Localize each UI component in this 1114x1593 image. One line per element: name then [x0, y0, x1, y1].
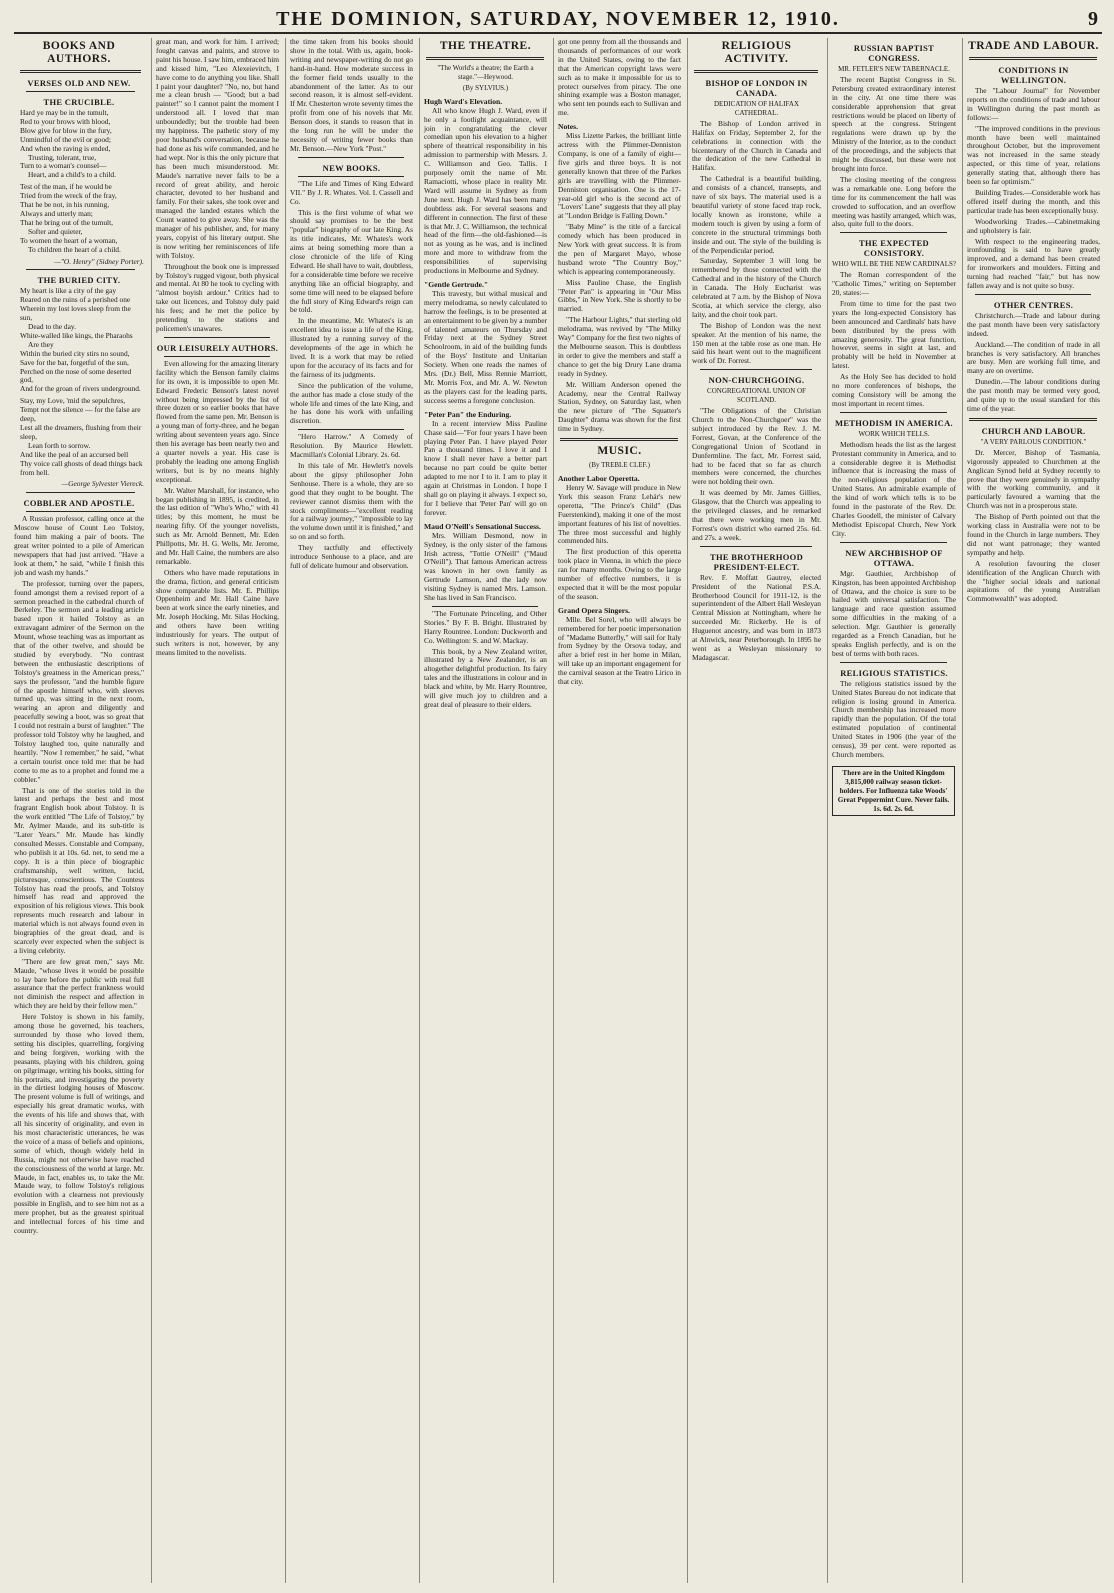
poem-line: Wherein my lost loves sleep from the sun, [20, 304, 131, 323]
paragraph: Building Trades.—Considerable work has offered itself during the month, and this particular trade has been exceptionally busy. [967, 187, 1100, 215]
paragraph: The first production of this operetta took place in Vienna, in which the piece ran for many months. Owing to the large number of effective numbers, it is expected that it will be the most popular of the season. [558, 547, 681, 601]
article-subtitle: DEDICATION OF HALIFAX CATHEDRAL. [713, 100, 800, 117]
poem-line: Always and utterly man; [20, 208, 93, 218]
poem-line: Save for the bat, forgetful of the sun, [20, 357, 129, 367]
paragraph: They tactfully and effectively introduce Senhouse to a place, and are full of delicate humour and observation. [290, 543, 413, 570]
divider [426, 57, 544, 60]
paragraph: The Bishop of Perth pointed out that the working class in Australia were not to be found in the Church in large numbers. They did not want patronage; they wanted sympathy and help. [967, 512, 1100, 557]
paragraph: Woodworking Trades.—Cabinetmaking and upholstery is fair. [967, 216, 1100, 235]
paragraph: The Cathedral is a beautiful building, and consists of a chancel, transepts, and nave of six bays. The material used is a beautiful variety of stone faced trap rock, locally known as ironstone, while a modern touch is given by using a form of concrete in the structural trimmings both inside and out. The style of the building is of the Perpendicular period. [692, 174, 821, 255]
paragraph: The Bishop of London arrived in Halifax on Friday, September 2, for the celebrations in connection with the bicentenary of the Church in Canada and the dedication of the new Cathedral in Halifax. [692, 118, 821, 173]
paragraph: Mr. Walter Marshall, for instance, who began publishing in 1895, is credited, in the last edition of "Who's Who," with 41 titles; by this moment, he must be nearing fifty. Of the younger novelists, such as Mr. Arnold Bennett, Mr. Eden Phillpotts, Mr. H. G. Wells, Mr. Jerome, and Mr. Hall Caine, the numbers are also remarkable. [156, 485, 279, 566]
paragraph: The Roman correspondent of the "Catholic Times," writing on September 20, states:— [832, 270, 956, 298]
paragraph: Saturday, September 3 will long be remembered by those connected with the Cathedral and in the history of the Church in Canada. The Holy Eucharist was celebrated at 7 a.m. by the Bishop of Nova Scotia, at which service the clergy, also laity, and the choir took part. [692, 256, 821, 319]
paragraph: This is the first volume of what we should say promises to be the best "popular" biography of our late King. As its title indicates, Mr. Whates's work aims at being something more than a close chronicle of the life of King Edward. He shall have to wait, doubtless, for a considerable time before we receive anything like an official biography, and some time will need to be elapsed before the full story of King Edward's reign can be told. [290, 207, 413, 315]
paragraph: The Bishop of London was the next speaker. At the mention of his name, the 150 men at the table rose as one man. He said his heart went out to the magnificent work of Dr. Forrest. [692, 320, 821, 366]
poem-line: To children the heart of a child. [28, 244, 121, 254]
paragraph: Mgr. Gauthier, Archbishop of Kingston, has been appointed Archbishop of Ottawa, and the choice is sure to be hailed with universal satisfaction. The language and race question assumed some difficulties in the making of a selection. Mgr. Gauthier is generally regarded as a French Canadian, but he speaks English perfectly, and is on the best of terms with both races. [832, 568, 956, 658]
poem-attribution: —George Sylvester Viereck. [61, 479, 144, 489]
poem-line: Perched on the nose of some deserted god, [20, 366, 132, 385]
paragraph: "The Harbour Lights," that sterling old melodrama, was revived by "The Milky Way" Company for the first two nights of the Melbourne season. This is doubtless in order to give the members and staff a chance to get the big Drury Lane drama ready in Sydney. [558, 315, 681, 378]
divider [26, 91, 135, 92]
stanza [14, 183, 144, 254]
article-subtitle: WHO WILL BE THE NEW CARDINALS? [832, 260, 956, 269]
paragraph: The "Labour Journal" for November reports on the conditions of trade and labour in Wellington during the past month as follows:— [967, 86, 1100, 122]
column-4 [419, 38, 550, 1583]
divider [700, 369, 812, 370]
paragraph: That is one of the stories told in the latest and perhaps the best and most fragrant English book about Tolstoy. It is the work entitled "The Life of Tolstoy," by Mr. Aylmer Maude, and its sub-title is "Later Years." Mr. Maude has kindly consulted Messrs. Constable and Company, who publish it at 10s. 6d. net, to send me a copy. It is a thin piece of biographic craftsmanship, well written, lucid, picturesque, conscientious. The Countess Tolstoy has read the proofs, and Tolstoy himself has read and approved the exposition of his religious views. This book represents much research and labour in material which is not always found even in biographies of the great dead, and is scarcely ever expected when the subject is a living celebrity. [14, 785, 144, 955]
divider [432, 606, 538, 607]
poem-line: Test of the man, if he would be [20, 182, 112, 192]
section-heading-religious: RELIGIOUS ACTIVITY. [721, 40, 792, 65]
poem-line: Tried from the wreck of the fray, [20, 191, 117, 201]
column-3 [285, 38, 416, 1583]
divider [840, 662, 947, 663]
article-title-new-books: NEW BOOKS. [322, 162, 381, 173]
poem-line: Within the buried city stirs no sound, [20, 348, 130, 358]
divider [840, 542, 947, 543]
paragraph: The recent Baptist Congress in St. Petersburg created extraordinary interest in the city. At one time there was considerable apprehension that great restrictions would be placed on liberty of speech at the congress. Stringent regulations were drawn up by the Ministry of the Interior, as to the conduct of the proceedings, and the subjects that might be discussed, but these were not brought into force. [832, 74, 956, 173]
article-subtitle: "A VERY PARLOUS CONDITION." [980, 437, 1087, 446]
article-title-statistics: RELIGIOUS STATISTICS. [840, 667, 948, 678]
paragraph: Dunedin.—The labour conditions during the past month may be termed very good, and quite up to the usual standard for this time of the year. [967, 377, 1100, 413]
item-heading: Another Labor Operetta. [558, 473, 640, 483]
paragraph: Auckland.—The condition of trade in all branches is very satisfactory. All branches are busy. Men are working full time, and many are on overtime. [967, 339, 1100, 376]
article-subtitle: MR. FETLER'S NEW TABERNACLE. [838, 65, 950, 73]
article-title-methodism: METHODISM IN AMERICA. [835, 417, 953, 428]
book-intro: "The Fortunate Princeling, and Other Stories." By F. B. Bright. Illustrated by Harry Rountree. London: Duckworth and Co. Wellington: S. and W. Mackay. [424, 608, 547, 645]
stanza [14, 109, 144, 180]
section-heading-books: BOOKS AND AUTHORS. [42, 40, 116, 65]
section-heading-theatre: THE THEATRE. [439, 40, 532, 52]
poem-line: And when the raving is ended, [20, 143, 111, 153]
column-6 [687, 38, 824, 1583]
book-intro: "The Life and Times of King Edward VII." By J. R. Whates. Vol. I. Cassell and Co. [290, 178, 413, 206]
masthead-title: THE DOMINION, SATURDAY, NOVEMBER 12, 1910. [276, 8, 840, 30]
article-title-non-church: NON-CHURCHGOING. [708, 375, 805, 386]
item-heading: Maud O'Neill's Sensational Success. [424, 521, 541, 531]
item-heading: "Gentle Gertrude." [424, 279, 489, 289]
article-title-halifax: BISHOP OF LONDON IN CANADA. [705, 78, 808, 98]
poem-line: My heart is like a city of the gay [20, 286, 117, 296]
article-title-ottawa: NEW ARCHBISHOP OF OTTAWA. [845, 547, 943, 568]
divider [298, 429, 404, 430]
paragraph: A Russian professor, calling once at the Moscow house of Count Leo Tolstoy, found him making a pair of boots. The great writer pointed to a pile of American newspapers that had just arrived. "Have a look at them," he said, "while I finish this job and wash my hands." [14, 514, 144, 577]
divider [26, 269, 135, 270]
article-title-wellington: CONDITIONS IN WELLINGTON. [998, 65, 1069, 85]
article-subtitle: WORK WHICH TELLS. [858, 429, 930, 438]
paragraph: This book, by a New Zealand writer, illustrated by a New Zealander, is an altogether delightful production. Its fairy tales and the illustrations in colour and in black and white, by Mr. Harry Rountree, will give much joy to children and a great deal of pleasure to their elders. [424, 646, 547, 709]
paragraph: Methodism heads the list as the largest Protestant community in America, and to a considerable degree it is Methodist influence that is increasing the mass of the non-religious population of the United States. An admirable example of the kind of work which tells is to be found in the pastorate of the Rev. Dr. Charles Goodell, the minister of Calvary Methodist Episcopal Church, New York City. [832, 439, 956, 538]
article-subtitle: CONGREGATIONAL UNION OF SCOTLAND. [707, 387, 806, 405]
paragraph: "The Obligations of the Christian Church to the Non-Churchgoer" was the subject introduced by the Rev. J. M. Forrest, Govan, at the Conference of the Congregational Union of Scotland in Dunfermline. The fact, Mr. Forrest said, had to be faced that so far as church members were concerned, the churches were not holding their own. [692, 406, 821, 487]
poem-line: Turn to a woman's counsel— [20, 161, 107, 171]
poem-line: And like the peal of an accursed bell [20, 449, 129, 459]
article-title-cobbler: COBBLER AND APOSTLE. [23, 498, 135, 509]
poem-title-buried-city: THE BURIED CITY. [37, 275, 121, 286]
article-title-church-labour: CHURCH AND LABOUR. [981, 425, 1086, 436]
paragraph: the time taken from his books should show in the total. With us, again, book-writing and newspaper-writing do not go hand-in-hand. How moderate success in the former field tends usually to the abandonment of the latter. As to our second reason, it is almost self-evident. If Mr. Chesterton wrote seventy times the profit from one of his novels that Mr. Benson does, it stands to reason that in the long run he will be under the necessity of writing fewer books than Mr. Benson.—New York "Post." [290, 38, 413, 153]
paragraph: With respect to the engineering trades, ironfounding is said to have greatly improved, and a demand has been created for ironworkers and moulders. Fitting and turning had reached "fair," but has now fallen away and is not quite so busy. [967, 236, 1100, 291]
stanza [14, 287, 144, 394]
poem-line: Heart, and a child's to a child. [28, 170, 116, 180]
poem-line: And for the groan of rivers underground. [20, 384, 141, 394]
divider [298, 157, 404, 158]
paragraph: The religious statistics issued by the United States Bureau do not indicate that religion is losing ground in America. Church membership has increased more rapidly than the population. Of the total estimated population of continental United States in 1906 (the year of the census), 39 per cent. were reported as Church members. [832, 678, 956, 759]
divider [840, 412, 947, 413]
paragraph: Henry W. Savage will produce in New York this season Franz Lehár's new operetta, "The Prince's Child" (Das Fuerstenkind), making it one of the most important features of his list of novelties. The three most successful and highly commended hits. [558, 482, 681, 546]
divider [26, 511, 135, 512]
paragraph: From time to time for the past two years the long-expected Consistory has been announced and Cardinals' hats have been distributed by the press with amazing generosity. The great function, however, seems in sight at last, and probably will be held in November at latest. [832, 298, 956, 371]
column-8 [962, 38, 1103, 1583]
advertisement: There are in the United Kingdom 3,815,000 railway season ticket-holders. For Influenza take Woods' Great Peppermint Cure. Never fails. 1s. 6d. 2s. 6d. [832, 766, 955, 817]
byline: (By SYLVIUS.) [462, 83, 509, 92]
paragraph: In this tale of Mr. Hewlett's novels about the gipsy philosopher John Senhouse. There is a whole, they are so good that they ought to be bought. The reviewer cannot dismiss them with the stock compliments—"excellent reading for a railway journey," "impossible to lay the volume down until it is finished," and so on and so forth. [290, 460, 413, 542]
paragraph: Mr. William Anderson opened the Academy, near the Central Railway Station, Sydney, on Saturday last, when the new picture of "The Squatter's Daughter" drama was shown for the first time in Sydney. [558, 379, 681, 434]
section-heading-music: MUSIC. [597, 445, 642, 458]
poem-line: Stay, my Love, 'mid the sepulchres, [20, 396, 126, 406]
poem-line: Reared on the ruins of a perished one [20, 295, 131, 305]
paragraph: A resolution favouring the closer identification of the Anglican Church with the "higher social ideals and national aspirations of the young Australian Commonwealth" was adopted. [967, 558, 1100, 604]
divider [840, 232, 947, 233]
poem-attribution: —"O. Henry" (Sidney Porter). [54, 256, 144, 266]
divider [969, 418, 1097, 421]
paragraph: Here Tolstoy is shown in his family, among those he governed, his teachers, surrounded by those who loved them, setting his disciples, quarrelling, forgiving and being forgiven, working with the peasants, playing with his children, going on pilgrimage, writing his books, sitting for his portraits, and investigating the poverty in the dirtiest lodging houses of Moscow. The present volume is full of writings, and especially his great dramatic works, with the events of his life and shows that, with all his sincerity of originality, and even in his most characteristic utterances, he was the voice of a mass of beliefs and opinions, some of which, though widely held in Russia, might not otherwise have reached the consciousness of the world at large. Mr. Maude, in fact, enables us, to take the Mr. Maude way, to follow Tolstoy's religious evolution with a clearness not previously possible in English, and to see him not as a mere prophet, but as the greatest spiritual and intellectual forces of his time and country. [14, 1012, 144, 1235]
masthead [14, 6, 1102, 34]
column-2 [151, 38, 282, 1583]
book-intro: "Hero Harrow." A Comedy of Resolution. By Maurice Hewlett. Macmillan's Colonial Library. 2s. 6d. [290, 432, 413, 460]
poem-line: Hard ye may be in the tumult, [20, 108, 109, 117]
item-heading: "Peter Pan" the Enduring. [424, 409, 512, 419]
divider [694, 70, 818, 73]
paragraph: All who know Hugh J. Ward, even if he only a footlight acquaintance, will join in congratulating the clever comedian upon his elevation to a higher sphere of theatrical responsibility in his admission to partnership with Messrs. J. C. Williamson and Geo. Tallis. I purposely omit the name of Mr. Ramaciotti, whose place in reality Mr. Ward will assume in Sydney as from June next. Hugh J. Ward has been many doubtless ask. For several seasons and different in connection. The first of these is that Mr. J. C. Williamson, the technical head of the firm—the old-fashioned—is not as young as he was, and is inclined more and more to withdraw from the responsibilities of supervising productions in Melbourne and Sydney. [424, 105, 547, 276]
divider [20, 70, 141, 73]
paragraph: In the meantime, Mr. Whates's is an excellent idea to issue a life of the King, illustrated by a running survey of the developments of the age in which he lived. It is a work that may be relied upon for the accuracy of its facts and for the fairness of its judgments. [290, 316, 413, 379]
poem-line: That he be not, in his running, [20, 200, 110, 210]
paragraph: It was deemed by Mr. James Gillies, Glasgow, that the Church was appealing to the privileged classes, and he remarked that there were working men in Mr. Forrest's own district who earned 25s. 6d. and 27s. a week. [692, 488, 821, 542]
poem-line: Lest all the dreamers, flushing from their sleep, [20, 423, 142, 441]
paragraph: got one penny from all the thousands and thousands of performances of our work in the United States, owing to the fact that the American copyright laws were such as to make it impossible for us to protect ourselves from piracy. The one shining example was a Boston manager, who sent ten pounds each to Sullivan and me. [558, 38, 681, 118]
paragraph: Mlle. Bel Sorel, who will always be remembered for her poetic impersonation of "Madame Butterfly," will sail for Italy from Sydney by the Orsova today, and after a brief rest in her home in Milan, will take up an important engagement for the carnival season at the Teatro Lirico in that city. [558, 614, 681, 687]
poem-crucible [14, 109, 147, 266]
column-5 [553, 38, 684, 1583]
paragraph: Others who have made reputations in the drama, fiction, and general criticism show comparable lists. Mr. E. Phillips Oppenheim and Mr. Hall Caine have been at work since the early nineties, and Mr. Joseph Hocking, Mr. Silas Hocking, and others have been writing industriously for years. The output of such writers is not, however, by any means limited to the novelists. [156, 567, 279, 657]
poem-line: To women the heart of a woman, [20, 235, 118, 245]
paragraph: great man, and work for him. I arrived; fought canvas and paints, and strove to paint his house. I saw him, embraced him and kissed him, "Leo Alexeievitch, I have come to do anything you like. Shall I paint your daughter? "No, no, but hand me a clean brush — "Good; but a bad painter!" so I cannot paint the moment I understood all. I loved that man unboundedly; but the trouble had been my happiness. The pathetic story of my poor husband's conversation, because he had done as his wife commanded, and he had wept. Nor is this the only picture that has been much misunderstood. Mr. Maude's narrative never fails to be a record of great ability, and heroic character, devoted to her husband and family. For their sakes, she took over and managed the landed estates which the Count wanted to give away. She was the manager of his publisher, and, for many years, copyist of his literary output. She is now writing her reminiscences of life with Tolstoy. [156, 38, 279, 260]
paragraph: Rev. F. Moffatt Gautrey, elected President of the National P.S.A. Brotherhood Council for 1911-12, is the superintendent of the Albert Hall Wesleyan Central Mission at Nottingham, where he succeeded Mr. Rickerby. He is of Huguenot ancestry, and was born in 1873 at Alnwick, near Peterborough. In 1895 he went as a Wesleyan missionary to Madagascar. [692, 572, 821, 662]
page-number: 9 [1088, 8, 1098, 30]
paragraph: Since the publication of the volume, the author has made a close study of the whole life and times of the late King, and he has done his work with unfailing discretion. [290, 380, 413, 426]
poem-line: Are they [28, 339, 54, 349]
paragraph: Mrs. William Desmond, now in Sydney, is the only sister of the famous Irish actress, "Tottie O'Neill" ("Maud O'Neill"). That famous American actress was known in her own family as Gertrude Lamson, and the lady now visiting Sydney is named Mrs. Lamson. She has lived in San Francisco. [424, 530, 547, 603]
paragraph: The professor, turning over the papers, found amongst them a revised report of a sermon preached in the cathedral church of Berkeley. The sermon and a leading article based upon it hailed Tolstoy as an extravagant admirer of the Sermon on the Mount, whose teaching was as important as that of the other twelve, and should be studied by everybody. "No contrast between the enthusiastic descriptions of Tolstoy's greatness in the American press," says the professor, "and the humble figure of the apostle himself who, with sleeves turned up, was sitting in the next room, wearing an apron and diligently and peacefully sewing a boot, was so great that I could not restrain a burst of laughter." The professor told Tolstoy why he laughed, and Tolstoy laughed too, quite naturally and heartily. "Now I remember," he said, "what a certain tourist once told me: that he had come to me as to a prophet and found me a cobbler." [14, 578, 144, 784]
divider [26, 492, 135, 493]
poem-line: Tempt not the silence — for the false are deep, [20, 405, 141, 424]
article-title-baptist: RUSSIAN BAPTIST CONGRESS. [853, 43, 935, 63]
poem-line: Trusting, tolerant, true, [28, 152, 97, 162]
byline: (By TREBLE CLEF.) [589, 461, 650, 470]
poem-line: Unmindful of the evil or good; [20, 134, 111, 144]
paragraph: As the Holy See has decided to hold no more conferences of bishops, the coming Consistory will be among the most important in recent times. [832, 372, 956, 408]
item-heading: Grand Opera Singers. [558, 605, 630, 615]
paragraph: "Baby Mine" is the title of a farcical comedy which has been produced in New York with great success. It is from the pen of Margaret Mayo, whose husband wrote "The Country Boy," which is appearing contemporaneously. [558, 222, 681, 276]
stanza [14, 397, 144, 477]
divider [164, 337, 270, 338]
item-heading: Notes. [558, 122, 579, 132]
paragraph: Even allowing for the amazing literary facility which the Benson family claims for its own, it is impossible to open Mr. Edward Frederic Benson's latest novel without being impressed by the list of three dozen or so earlier books that have flowed from the same pen. Mr. Benson is a young man of forty-three, and he began writing about seventeen years ago. Since then his average has been nearly two and a quarter novels a year. His case is probably the leading one among English writers, but is by no means highly exceptional. [156, 358, 279, 484]
article-title-brotherhood: THE BROTHERHOOD PRESIDENT-ELECT. [709, 551, 804, 572]
paragraph: "There are few great men," says Mr. Maude, "whose lives it would be possible to lay bare before the public with real full assurance that the perfect frankness would not diminish the respect and affection in which they are held by their fellow men." [14, 956, 144, 1011]
article-title-leisurely: OUR LEISURELY AUTHORS. [156, 342, 279, 353]
paragraph: The closing meeting of the congress was a remarkable one. Long before the time for its commencement the hall was crowded to suffocation, and an overflow meeting was hastily arranged, which was, also, quite full to the doors. [832, 174, 956, 229]
poem-line: Blow give for blow in the fury, [20, 125, 112, 135]
poem-line: Thy voice call ghosts of dead things back from hell. [20, 458, 143, 477]
epigraph: "The World's a theatre; the Earth a stage."—Heywood. [437, 64, 534, 81]
poem-line: That he bring out of the tumult, [20, 217, 113, 227]
poem-line: White-walled like kings, the Pharaohs [20, 330, 133, 340]
column-7 [827, 38, 959, 1583]
poem-line: Dead to the day. [28, 322, 76, 332]
poem-buried-city [14, 287, 147, 489]
section-heading-trade: TRADE AND LABOUR. [968, 40, 1099, 52]
paragraph: This travesty, but withal musical and merry melodrama, so newly calculated to harrow the feelings, is to be presented at an entertainment to be given by a number of talented amateurs on Thursday and Friday next at the Sydney Street Schoolroom, in aid of the building funds of the Boys' Institute and Unitarian Society. When one reads the names of Mrs. (Dr.) Bell, Miss Rennie Marriott, Mr. Morris Fox, and Mr. A. W. Newton as the players cast for the leading parts, success seems a foregone conclusion. [424, 288, 547, 405]
poem-line: Red to your brows with blood, [20, 116, 111, 126]
poems-heading: VERSES OLD AND NEW. [27, 78, 131, 88]
paragraph: Throughout the book one is impressed by Tolstoy's rugged vigour, both physical and mental. At 80 he took to cycling with "almost boyish ardour." Critics had to take out licences, and Tolstoy duly paid his fees; and he met the police by pretending to the stations and policemen's unawares. [156, 261, 279, 333]
article-title-other-centres: OTHER CENTRES. [993, 299, 1074, 310]
poem-line: Softer and quieter, [28, 226, 83, 236]
divider [975, 294, 1091, 295]
paragraph: Miss Lizette Parkes, the brilliant little actress with the Plimmer-Denniston Company, is one of a family of eight—five girls and three boys. It is not generally known that three of the Parkes girls are travelling with the Plimmer-Denniston organisation. One is the 17-year-old girl who is the second act of "Lovers' Lane" suggests that they all play at "London Bridge is Falling Down." [558, 131, 681, 221]
poem-title-crucible: THE CRUCIBLE. [43, 97, 115, 107]
paragraph: Christchurch.—Trade and labour during the past month have been very satisfactory indeed. [967, 310, 1100, 338]
divider [700, 546, 812, 547]
item-heading: Hugh Ward's Elevation. [424, 96, 503, 106]
article-title-consistory: THE EXPECTED CONSISTORY. [859, 238, 929, 259]
divider [969, 57, 1097, 60]
paragraph: "The improved conditions in the previous month have been well maintained throughout October, but the improvement was not increased in the same steady aspected, or this time of year, relations generally stating that, although there has been so far optimism." [967, 123, 1100, 187]
paragraph: In a recent interview Miss Pauline Chase said—"For four years I have been playing Peter Pan. I have played Peter Pan a thousand times. I love it and I know I shall never have a better part because no part could be quite better adapted to me nor I to it. I am to play it again at Christmas in London. I hope I shall go on playing it always. I expect so, for I believe that 'Peter Pan' will go on forever. [424, 418, 547, 517]
divider [298, 176, 404, 177]
divider [164, 356, 270, 357]
column-1 [14, 38, 147, 1583]
paragraph: Dr. Mercer, Bishop of Tasmania, vigorously appealed to Churchmen at the Anglican Synod held at Sydney recently to prove that they were genuinely in sympathy with the working community, and it particularly favoured a warning that the Church was not in a prosperous state. [967, 447, 1100, 511]
divider [560, 438, 678, 441]
poem-line: Lean forth to sorrow. [28, 440, 91, 450]
paragraph: Miss Pauline Chase, the English "Peter Pan" is appearing in "Our Miss Gibbs," in New York. She is shortly to be married. [558, 277, 681, 314]
